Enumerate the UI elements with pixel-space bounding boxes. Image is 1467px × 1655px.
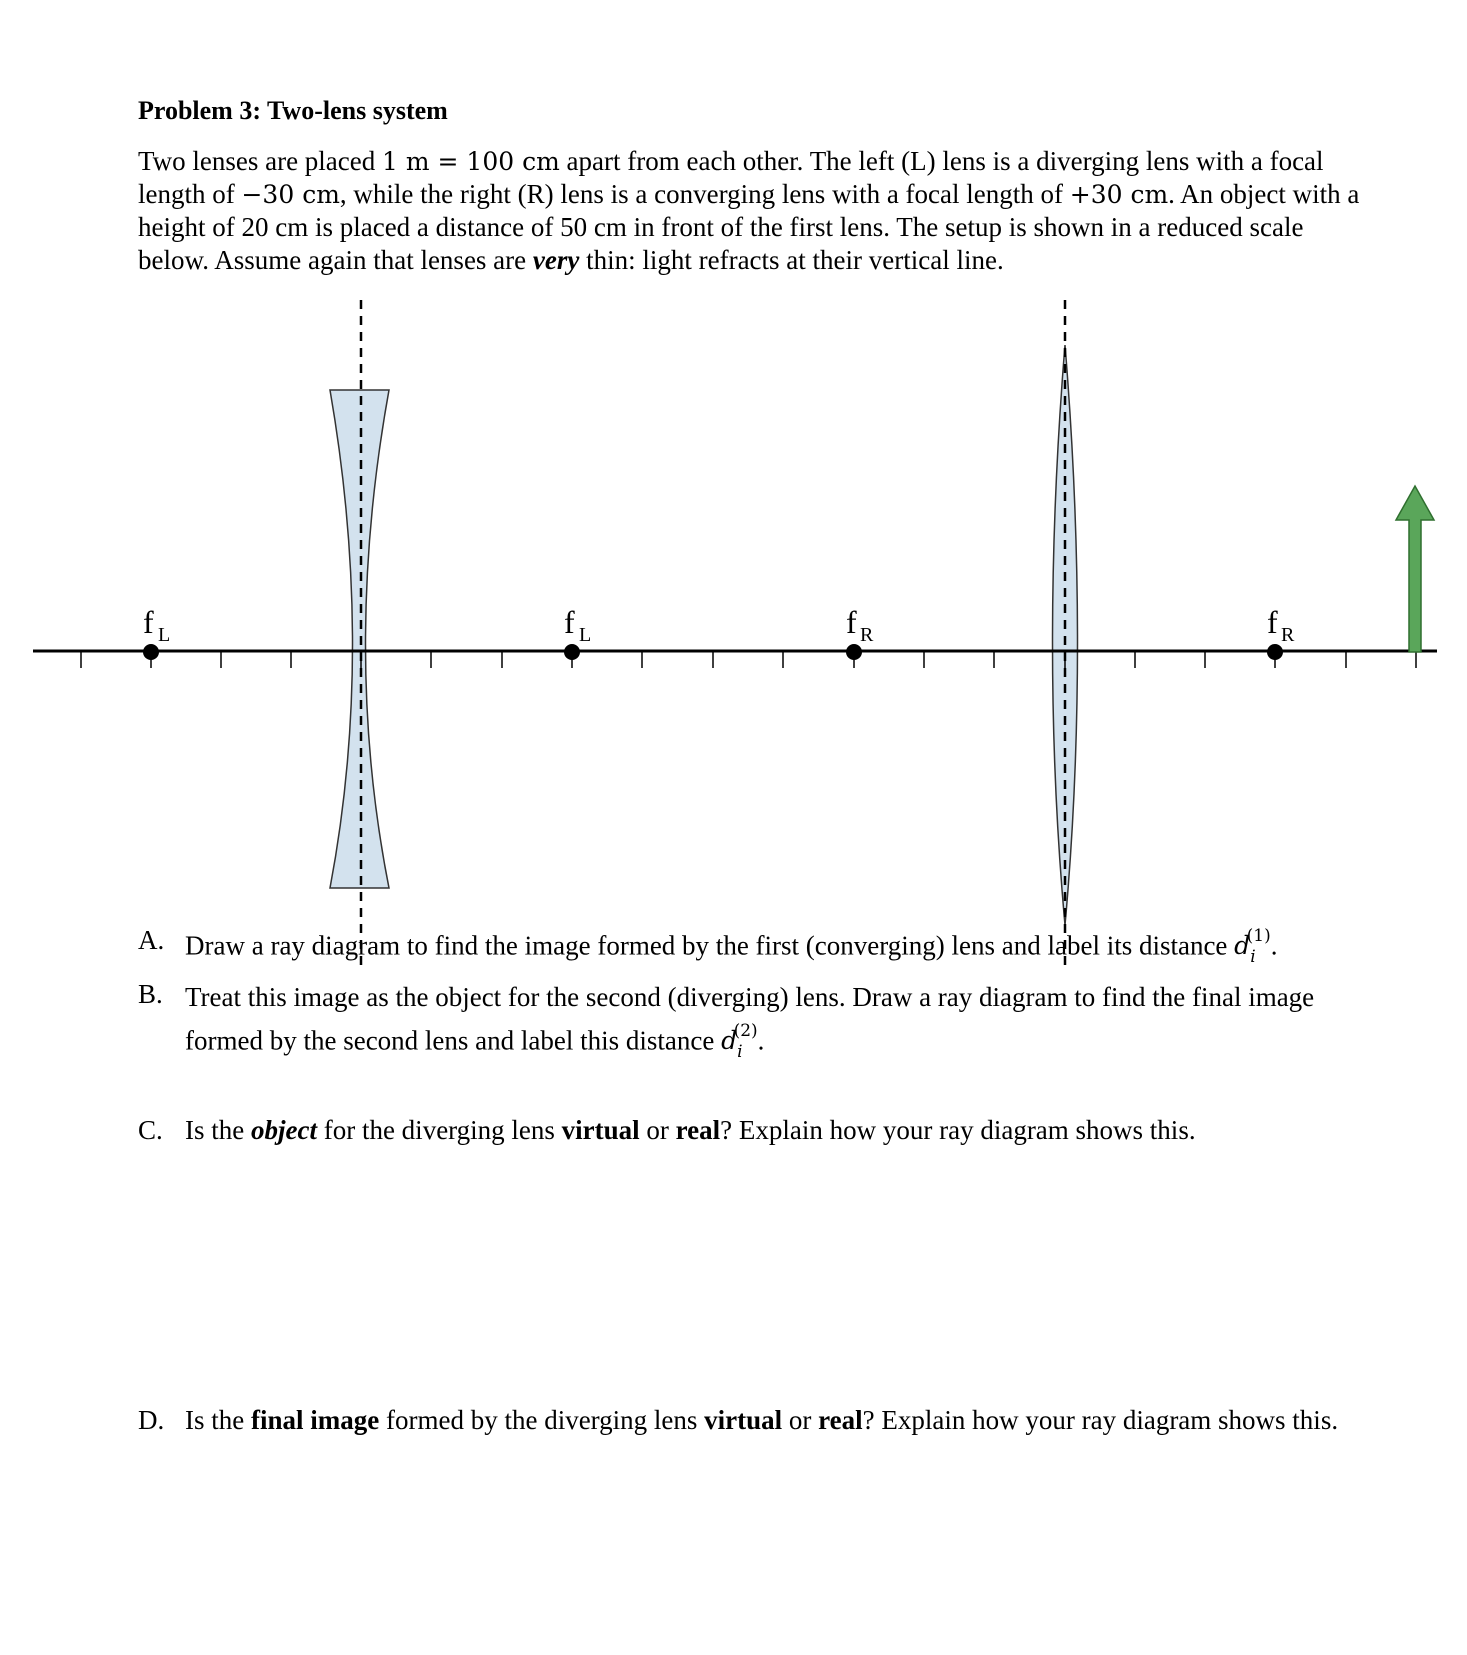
intro-math-focal-left: −30 cm (241, 180, 340, 209)
object-arrow (1396, 486, 1434, 652)
question-c-t4: ? Explain how your ray diagram shows this. (720, 1115, 1196, 1145)
question-b-letter: B. (138, 979, 163, 1009)
problem-intro (138, 145, 1363, 277)
intro-emphasis: very (532, 245, 580, 275)
question-c-virtual: virtual (561, 1115, 640, 1145)
axis-ticks (81, 651, 1416, 668)
focal-point-right-1 (846, 644, 862, 660)
focal-sub-right-1: R (860, 624, 874, 646)
intro-part4: . An object with a height of 20 cm is placed a distance of 50 cm in front of the first lens. The setup is shown in a reduced scale below. Assume again that lenses are (138, 179, 1360, 275)
question-a-text: Draw a ray diagram to find the image formed by the first (converging) lens and label its distance (185, 930, 1235, 961)
question-d-letter: D. (138, 1405, 165, 1435)
question-c-t2: for the diverging lens (316, 1115, 562, 1145)
focal-point-right-2 (1267, 644, 1283, 660)
question-c-letter: C. (138, 1115, 163, 1145)
question-a (138, 924, 1368, 972)
question-b-text: Treat this image as the object for the second (diverging) lens. Draw a ray diagram to find the final image formed by the second lens and label this distance (185, 982, 1315, 1056)
focal-point-left-1 (143, 644, 159, 660)
focal-point-left-2 (564, 644, 580, 660)
diverging-lens (330, 390, 389, 888)
question-d-t4: ? Explain how your ray diagram shows this. (862, 1405, 1339, 1435)
two-lens-diagram (0, 300, 1467, 970)
question-c-t3: or (639, 1115, 676, 1145)
distance-var-1-sub: i (1250, 947, 1256, 968)
intro-math-focal-right: +30 cm (1069, 180, 1169, 209)
distance-var-1-symbol: d (1234, 931, 1251, 961)
question-c-t1: Is the (185, 1115, 251, 1145)
question-a-text-block (185, 924, 1368, 972)
question-c (138, 1114, 1368, 1147)
question-b-text-block (185, 978, 1368, 1069)
question-d-final-image: final image (250, 1405, 380, 1435)
distance-var-2-sub: i (737, 1042, 743, 1063)
question-d-virtual: virtual (704, 1405, 783, 1435)
focal-label-left-2: f (564, 604, 575, 640)
distance-var-2-symbol: d (721, 1026, 738, 1056)
question-c-real: real (675, 1115, 721, 1145)
focal-sub-left-2: L (579, 624, 592, 646)
question-b-end: . (757, 1025, 765, 1056)
question-d-t1: Is the (185, 1405, 251, 1435)
intro-part3: , while the right (R) lens is a converging lens with a focal length of (339, 179, 1070, 209)
question-a-letter: A. (138, 925, 165, 955)
question-d-real: real (818, 1405, 863, 1435)
distance-var-2 (721, 1021, 758, 1063)
question-c-object: object (250, 1115, 317, 1145)
question-d-t2: formed by the diverging lens (379, 1405, 705, 1435)
focal-label-left-1: f (143, 604, 154, 640)
question-b (138, 978, 1368, 1069)
question-c-text-block (185, 1114, 1368, 1147)
intro-part2: apart from each other. The left (L) lens is a diverging lens with a focal length of (138, 146, 1324, 209)
distance-var-1-sup: (1) (1246, 926, 1271, 946)
intro-part1: Two lenses are placed (138, 146, 383, 176)
question-d-text-block (185, 1404, 1368, 1437)
focal-label-right-1: f (846, 604, 857, 640)
question-a-end: . (1270, 930, 1278, 961)
intro-math-distance: 1 m = 100 cm (382, 147, 560, 176)
focal-sub-right-2: R (1281, 624, 1295, 646)
question-d (138, 1404, 1368, 1437)
focal-label-right-2: f (1267, 604, 1278, 640)
focal-sub-left-1: L (158, 624, 171, 646)
distance-var-2-sup: (2) (733, 1021, 758, 1041)
problem-title: Problem 3: Two-lens system (138, 96, 448, 125)
question-d-t3: or (782, 1405, 819, 1435)
intro-part5: thin: light refracts at their vertical line. (579, 245, 1004, 275)
distance-var-1 (1234, 926, 1271, 968)
